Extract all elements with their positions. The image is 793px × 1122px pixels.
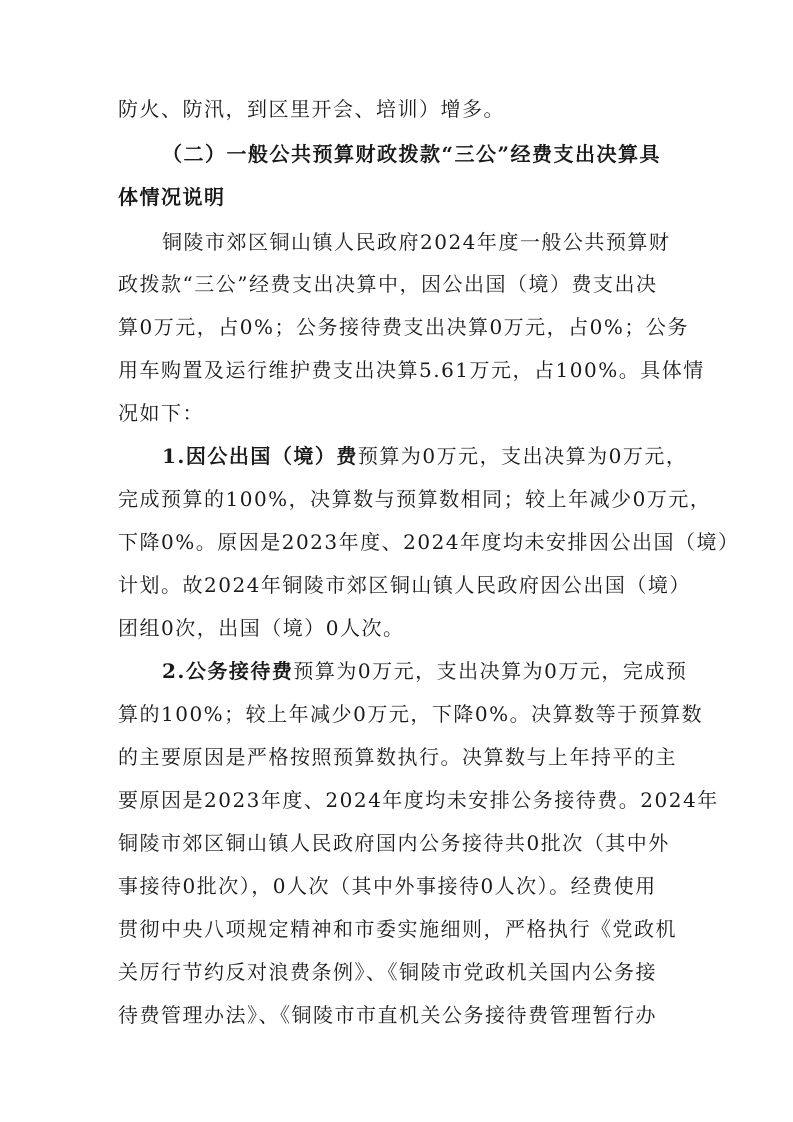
paragraph-line: 计划。故2024年铜陵市郊区铜山镇人民政府因公出国（境） — [118, 573, 691, 597]
paragraph-line: 待费管理办法》、《铜陵市市直机关公务接待费管理暂行办 — [118, 1003, 657, 1027]
section-heading-line: （二）一般公共预算财政拨款“三公”经费支出决算具 — [162, 142, 662, 166]
paragraph-line: 团组0次，出国（境）0人次。 — [118, 616, 405, 640]
paragraph-line: 铜陵市郊区铜山镇人民政府2024年度一般公共预算财 — [162, 230, 671, 254]
paragraph-line: 算的100%；较上年减少0万元，下降0%。决算数等于预算数 — [118, 702, 704, 726]
subsection-label: 1.因公出国（境）费 — [162, 444, 358, 468]
paragraph-line: 防火、防汛，到区里开会、培训）增多。 — [118, 97, 505, 121]
paragraph-line: 事接待0批次），0人次（其中外事接待0人次）。经费使用 — [118, 874, 657, 898]
paragraph-line: 铜陵市郊区铜山镇人民政府国内公务接待共0批次（其中外 — [118, 831, 670, 855]
paragraph-line: 贯彻中央八项规定精神和市委实施细则，严格执行《党政机 — [118, 917, 677, 941]
paragraph-line: 关厉行节约反对浪费条例》、《铜陵市党政机关国内公务接 — [118, 960, 657, 984]
paragraph-line: 算0万元，占0%；公务接待费支出决算0万元，占0%；公务 — [118, 315, 689, 339]
paragraph-line: 的主要原因是严格按照预算数执行。决算数与上年持平的主 — [118, 745, 677, 769]
paragraph-line: 况如下： — [118, 401, 204, 425]
paragraph-line: 下降0%。原因是2023年度、2024年度均未安排因公出国（境） — [118, 530, 740, 554]
paragraph-line — [0, 440, 793, 472]
paragraph-line: 用车购置及运行维护费支出决算5.61万元，占100%。具体情 — [118, 358, 705, 382]
section-heading-line: 体情况说明 — [118, 185, 226, 209]
paragraph-line: 要原因是2023年度、2024年度均未安排公务接待费。2024年 — [118, 788, 719, 812]
paragraph-line — [0, 655, 793, 687]
paragraph-text: 预算为0万元，支出决算为0万元， — [357, 444, 688, 468]
paragraph-line: 政拨款“三公”经费支出决算中，因公出国（境）费支出决 — [118, 272, 658, 296]
subsection-label: 2.公务接待费 — [162, 659, 294, 683]
paragraph-line: 完成预算的100%，决算数与预算数相同；较上年减少0万元， — [118, 487, 712, 511]
paragraph-text: 预算为0万元，支出决算为0万元，完成预 — [293, 659, 688, 683]
